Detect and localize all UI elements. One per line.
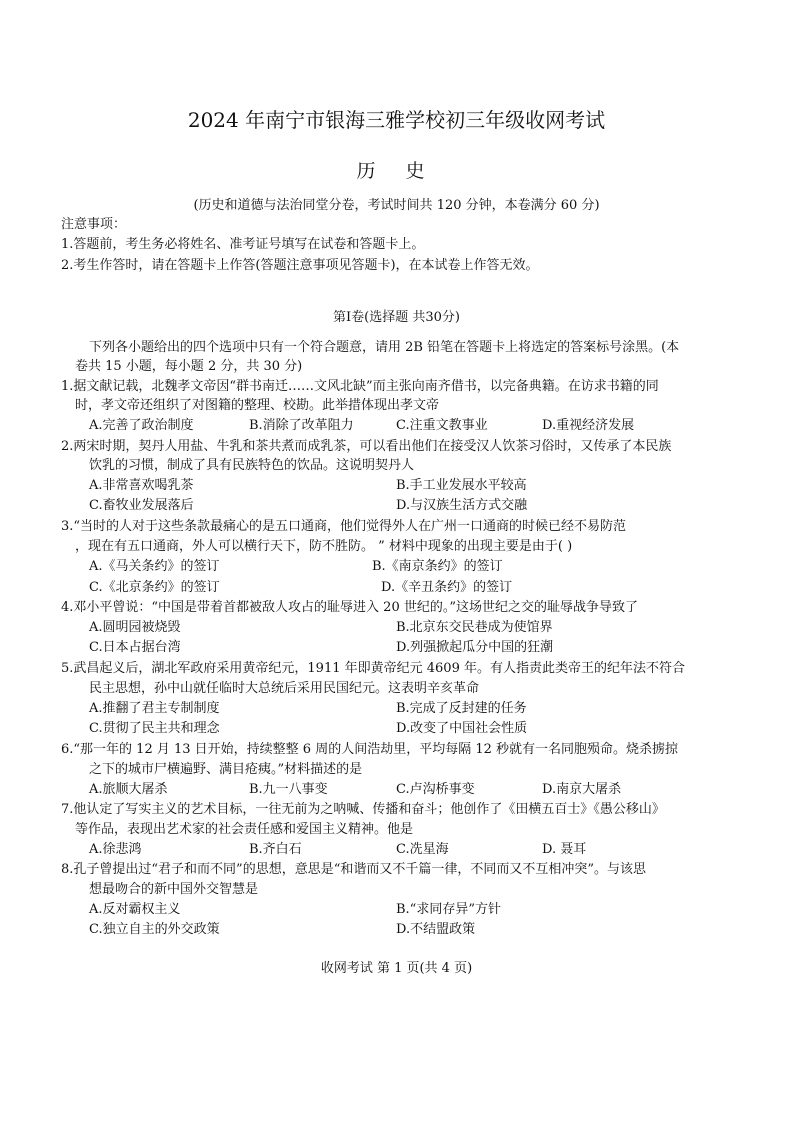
question-2-option-b: B.手工业发展水平较高	[396, 478, 527, 493]
question-1-option-b: B.消除了改革阻力	[249, 418, 354, 433]
question-8-stem: 8.孔子曾提出过“君子和而不同”的思想，意思是“和谐而又不千篇一律，不同而又不互相冲突”。与该思	[61, 862, 646, 877]
exam-title: 2024 年南宁市银海三雅学校初三年级收网考试	[187, 108, 606, 132]
question-5-option-b: B.完成了反封建的任务	[396, 701, 527, 716]
question-8-option-c: C.独立自主的外交政策	[89, 922, 220, 937]
question-5-option-c: C.贯彻了民主共和理念	[89, 721, 220, 736]
question-6-option-a: A.旅顺大屠杀	[89, 782, 168, 797]
question-4-option-b: B.北京东交民巷成为使馆界	[396, 620, 553, 635]
question-8-option-d: D.不结盟政策	[396, 922, 476, 937]
question-4-option-c: C.日本占据台湾	[89, 640, 181, 655]
question-5-stem: 民主思想，孙中山就任临时大总统后采用民国纪元。这表明辛亥革命	[89, 681, 480, 696]
question-3-option-b: B.《南京条约》的签订	[372, 559, 503, 574]
question-6-stem: 6.“那一年的 12 月 13 日开始，持续整整 6 周的人间浩劫里，平均每隔 12 秒就有一名同胞殒命。烧杀掳掠	[61, 742, 679, 757]
question-2-option-d: D.与汉族生活方式交融	[396, 498, 528, 513]
question-1-option-d: D.重视经济发展	[542, 418, 635, 433]
question-6-option-b: B.九一八事变	[249, 782, 328, 797]
question-1-stem: 时，孝文帝还组织了对图籍的整理、校勘。此举措体现出孝文帝	[75, 398, 440, 413]
question-7-option-a: A.徐悲鸿	[89, 842, 142, 857]
question-4-option-a: A.圆明园被烧毁	[89, 620, 181, 635]
section-intro-line: 下列各小题给出的四个选项中只有一个符合题意，请用 2B 铅笔在答题卡上将选定的答案标号涂黑。(本	[89, 340, 680, 355]
question-4-stem: 4.邓小平曾说：“中国是带着首都被敌人攻占的耻辱进入 20 世纪的。”这场世纪之交的耻辱战争导致了	[61, 600, 639, 615]
exam-info: (历史和道德与法治同堂分卷，考试时间共 120 分钟，本卷满分 60 分)	[193, 198, 600, 213]
subject-title: 历 史	[356, 160, 437, 182]
notes-heading: 注意事项：	[61, 217, 127, 232]
question-8-stem: 想最吻合的新中国外交智慧是	[89, 882, 259, 897]
section-intro-line: 卷共 15 小题，每小题 2 分，共 30 分)	[75, 359, 303, 374]
question-2-option-a: A.非常喜欢喝乳茶	[89, 478, 194, 493]
question-8-option-a: A.反对霸权主义	[89, 902, 181, 917]
question-7-stem: 等作品，表现出艺术家的社会责任感和爱国主义精神。他是	[75, 822, 414, 837]
section-heading: 第Ⅰ卷(选择题 共30分)	[333, 310, 460, 325]
question-7-option-c: C.冼星海	[396, 842, 449, 857]
note-item: 2.考生作答时，请在答题卡上作答(答题注意事项见答题卡)，在本试卷上作答无效。	[61, 258, 539, 273]
question-7-option-b: B.齐白石	[249, 842, 302, 857]
question-3-stem: 3.“当时的人对于这些条款最痛心的是五口通商，他们觉得外人在广州一口通商的时候已经不易防范	[61, 519, 627, 534]
question-1-stem: 1.据文献记载，北魏孝文帝因“群书南迁……文风北缺”而主张向南齐借书，以完备典籍。在访求书籍的同	[61, 379, 659, 394]
note-item: 1.答题前，考生务必将姓名、准考证号填写在试卷和答题卡上。	[61, 237, 425, 252]
question-3-option-c: C.《北京条约》的签订	[89, 580, 220, 595]
question-2-option-c: C.畜牧业发展落后	[89, 498, 194, 513]
question-6-option-d: D.南京大屠杀	[542, 782, 622, 797]
question-5-stem: 5.武昌起义后，湖北军政府采用黄帝纪元，1911 年即黄帝纪元 4609 年。有人指责此类帝王的纪年法不符合	[61, 661, 685, 676]
question-2-stem: 饮乳的习惯，制成了具有民族特色的饮品。这说明契丹人	[89, 458, 415, 473]
question-6-option-c: C.卢沟桥事变	[396, 782, 475, 797]
question-4-option-d: D.列强掀起瓜分中国的狂潮	[396, 640, 554, 655]
question-3-stem: ，现在有五口通商，外人可以横行天下，防不胜防。 ” 材料中现象的出现主要是由于( )	[75, 539, 573, 554]
question-3-option-d: D.《辛丑条约》的签订	[381, 580, 513, 595]
question-3-option-a: A.《马关条约》的签订	[89, 559, 220, 574]
question-1-option-a: A.完善了政治制度	[89, 418, 194, 433]
question-7-stem: 7.他认定了写实主义的艺术目标，一往无前为之呐喊、传播和奋斗；他创作了《田横五百士》《愚公移山》	[61, 802, 665, 817]
page-footer: 收网考试 第 1 页(共 4 页)	[320, 961, 473, 976]
question-5-option-d: D.改变了中国社会性质	[396, 721, 528, 736]
question-8-option-b: B.“求同存异”方针	[396, 902, 501, 917]
question-6-stem: 之下的城市尸横遍野、满目疮痍。”材料描述的是	[89, 762, 363, 777]
question-1-option-c: C.注重文教事业	[396, 418, 488, 433]
question-2-stem: 2.两宋时期，契丹人用盐、牛乳和茶共煮而成乳茶，可以看出他们在接受汉人饮茶习俗时，又传承了本民族	[61, 439, 672, 454]
question-5-option-a: A.推翻了君主专制制度	[89, 701, 220, 716]
question-7-option-d: D. 聂耳	[542, 842, 587, 857]
